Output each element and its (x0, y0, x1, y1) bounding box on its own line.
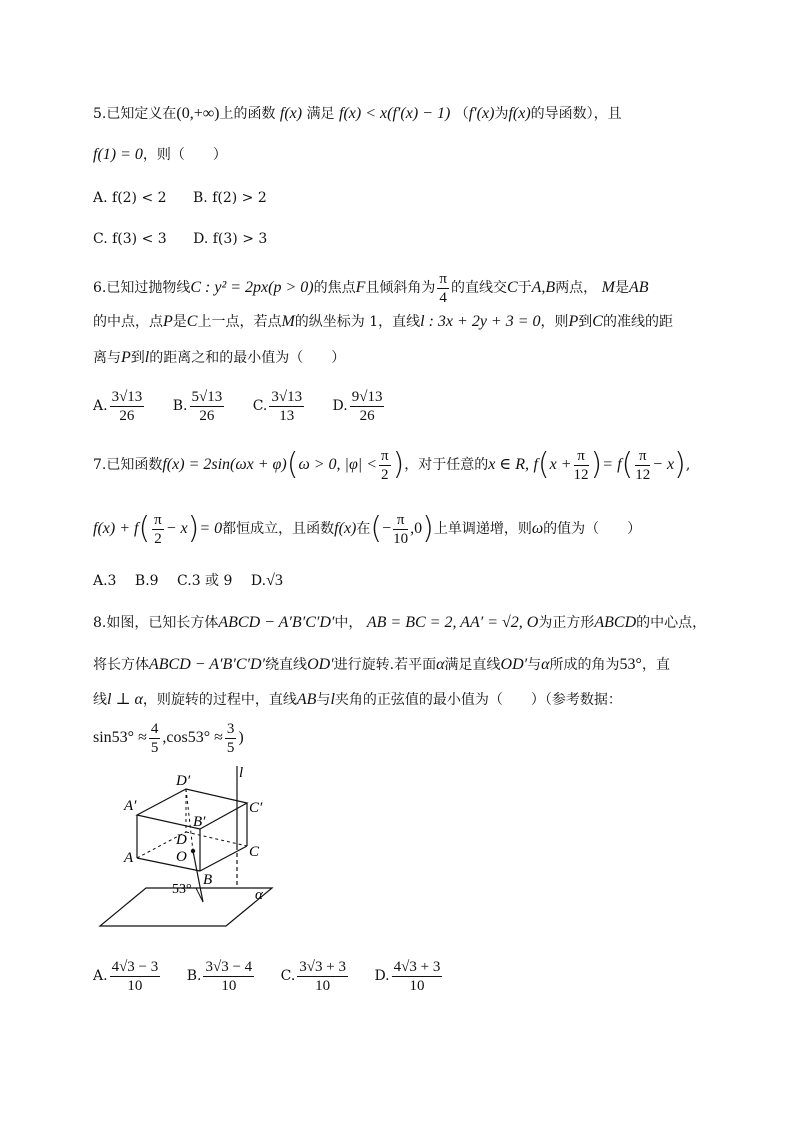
fraction-numerator: 3√3 − 4 (205, 958, 253, 975)
fraction-numerator: 3 (226, 720, 235, 737)
q6-math: l (144, 349, 150, 366)
q8-text: 与 (527, 657, 542, 673)
q8-text: 绕直线 (265, 657, 308, 673)
q6-math: P (163, 313, 173, 330)
q8-math: AB = BC = 2, AA′ = √2, O (366, 614, 539, 631)
q6-math: P (568, 313, 579, 330)
q6-math: C (186, 313, 198, 330)
q8-text: 夹角的正弦值的最小值为（ ）（参考数据： (334, 692, 622, 708)
fraction-numerator: 4 (150, 720, 159, 737)
box-edge (137, 858, 200, 871)
q7-text: 在 (356, 521, 371, 537)
q7-text: 上单调递增，则 (433, 521, 532, 537)
box-edge (200, 846, 247, 871)
q7-text: 7.已知函数 (93, 457, 163, 473)
q8-math: ABCD − A′B′C′D′ (218, 614, 335, 631)
q6-text: 的直线交 (450, 280, 507, 296)
q8-math: ,cos53° ≈ (162, 729, 223, 746)
fraction-denominator: 10 (393, 530, 409, 547)
q7-option-a[interactable]: A.3 (93, 573, 117, 589)
q5-text: 5.已知定义在 (93, 106, 177, 122)
q8-text: 线 (93, 692, 107, 708)
fraction-numerator: π (393, 511, 408, 530)
q8-math: OD′ (500, 656, 528, 673)
q6-text: 且倾斜角为 (365, 280, 436, 296)
q5-math: f(1) = 0 (93, 146, 143, 163)
fraction-denominator: 26 (199, 407, 215, 424)
q6-text: 6.已知过抛物线 (93, 280, 191, 296)
box-top-face (137, 789, 247, 829)
fraction-denominator: 10 (127, 977, 143, 994)
option-label: D. (332, 398, 348, 414)
q8-text: 满足直线 (444, 657, 501, 673)
q5-option-d[interactable]: D. f(3) > 3 (193, 231, 268, 247)
q6-math: AB (628, 279, 649, 296)
q5-domain: (0,+∞) (176, 105, 220, 122)
q7-option-b[interactable]: B.9 (134, 573, 159, 589)
q8-text: 进行旋转.若平面 (333, 657, 437, 673)
q6-math: l : 3x + 2y + 3 = 0 (420, 313, 541, 330)
q5-text: 满足 (306, 106, 335, 122)
option-value: √3 (266, 572, 283, 589)
label-d-prime: D′ (176, 773, 191, 789)
q5-text: 的导函数），且 (530, 106, 622, 122)
option-label: A. (93, 398, 108, 414)
option-label: D. (374, 968, 390, 984)
q8-text: 与 (316, 692, 331, 708)
fraction-denominator: 12 (635, 466, 651, 483)
q7-math: ,0 (410, 520, 423, 537)
q8-text: 8.如图，已知长方体 (93, 615, 219, 631)
q6-math: M (601, 279, 615, 296)
q7-line2: f(x) + f( $\frac{\pi}{2}$ − x)= 0都恒成立，且函数f(x)在(− $\frac{\pi}{10}$ ,0)上单调递增，则ω的值为（ ） (93, 511, 642, 547)
q8-option-a[interactable] (93, 958, 162, 994)
q5-text: （ (454, 106, 469, 122)
point-o (191, 849, 195, 853)
fraction-denominator: 2 (381, 466, 389, 483)
q6-text: 到 (578, 314, 593, 330)
q5-math: f′(x) (468, 105, 495, 122)
label-c: C (249, 844, 260, 860)
q8-text: 的中心点， (636, 615, 707, 631)
q7-math: − x (652, 456, 675, 473)
q7-math: ω (531, 520, 544, 537)
q5-math: f(x) (279, 105, 303, 122)
option-label: A. (93, 968, 108, 984)
q8-option-b[interactable] (186, 958, 256, 994)
q8-text: ，直 (641, 657, 670, 673)
q6-text: 是 (614, 280, 629, 296)
label-angle: 53° (172, 882, 192, 897)
q8-option-d[interactable] (374, 958, 444, 994)
q8-text: 中， (334, 615, 363, 631)
q7-math: = 0 (199, 520, 223, 537)
q6-text: 的距离之和的最小值为（ ） (149, 350, 346, 366)
fraction-denominator: 10 (315, 977, 331, 994)
q6-text: 到 (130, 350, 145, 366)
fraction-denominator: 26 (359, 407, 375, 424)
q8-text: 将长方体 (93, 657, 149, 673)
label-a-prime: A′ (124, 798, 137, 814)
q6-text: 上一点，若点 (197, 314, 282, 330)
q7-math: − x (165, 520, 188, 537)
label-l: l (239, 765, 244, 781)
fraction-numerator: 5√13 (191, 388, 223, 405)
q7-line1: 7.已知函数f(x) = 2sin(ωx + φ)(ω > 0, |φ| < $\frac{\pi}{2}$ )，对于任意的x ∈ R, f(x + $\frac{\pi}{12}$ )= f( $\frac{\pi}{12}$ − x), (93, 447, 691, 483)
q6-text: 是 (172, 314, 187, 330)
q7-text: 的值为（ ） (543, 521, 642, 537)
fraction-numerator: π (439, 270, 447, 287)
q7-math: − (382, 520, 392, 537)
q8-math: l ⊥ α (107, 691, 143, 708)
fraction-denominator: 5 (150, 739, 159, 756)
q5-math: f(x) < x(f′(x) − 1) (339, 105, 451, 122)
q5-option-b[interactable]: B. f(2) > 2 (193, 190, 267, 206)
q8-math: l (330, 691, 335, 708)
q8-math: 53° (619, 656, 642, 673)
q6-text: 两点， (555, 280, 598, 296)
q6-text: 的纵坐标为 1，直线 (294, 314, 421, 330)
q7-option-c[interactable]: C.3 或 9 (177, 573, 233, 589)
fraction-denominator: 12 (573, 466, 589, 483)
option-label: C. (252, 398, 268, 414)
q6-math: C (592, 313, 603, 330)
fraction-numerator: π (154, 511, 162, 528)
q6-text: 的中点，点 (93, 314, 163, 330)
q8-text: 为正方形 (538, 615, 595, 631)
q8-options (93, 954, 466, 998)
fraction-denominator: 2 (154, 530, 162, 547)
q6-text: 离与 (93, 350, 121, 366)
fraction-numerator: π (635, 447, 650, 466)
option-label: B. (186, 968, 202, 984)
q6-math: F (355, 279, 366, 296)
line-od-prime (186, 789, 193, 851)
label-b-prime: B′ (193, 814, 206, 830)
option-label: B. (172, 398, 188, 414)
q8-math: α (436, 656, 445, 673)
q7-math: f(x) + f (93, 520, 139, 537)
q8-text: 所成的角为 (549, 657, 620, 673)
q8-math: ) (238, 729, 244, 746)
label-a: A (124, 850, 134, 866)
q8-math: ABCD (594, 614, 637, 631)
fraction-denominator: 5 (226, 739, 235, 756)
q5-option-c[interactable]: C. f(3) < 3 (93, 231, 167, 247)
fraction-numerator: 3√13 (271, 388, 303, 405)
fraction-numerator: 3√13 (111, 388, 143, 405)
label-alpha: α (255, 887, 263, 903)
q6-text: ，则 (540, 314, 569, 330)
q7-text: 都恒成立，且函数 (222, 521, 335, 537)
q8-math: AB (296, 691, 317, 708)
q7-math: x ∈ R, (488, 456, 530, 473)
fraction-denominator: 10 (409, 977, 425, 994)
option-label: C. (280, 968, 296, 984)
label-o: O (176, 849, 187, 865)
q6-math: A,B (531, 279, 556, 296)
box-hidden-edge (186, 832, 247, 846)
q6-text: 于 (517, 280, 532, 296)
fraction-numerator: 4√3 − 3 (111, 958, 159, 975)
q7-text: ，对于任意的 (404, 457, 489, 473)
q7-math: f(x) = 2sin(ωx + φ) (162, 456, 287, 473)
q8-math: OD′ (307, 656, 334, 673)
q6-math: M (281, 313, 295, 330)
label-c-prime: C′ (249, 800, 263, 816)
q5-text: 为 (494, 106, 509, 122)
label-b: B (203, 872, 213, 888)
q6-math: C (506, 279, 518, 296)
fraction-denominator: 26 (119, 407, 135, 424)
label-d: D (176, 832, 187, 848)
fraction-denominator: 13 (279, 407, 295, 424)
fraction-numerator: 4√3 + 3 (393, 958, 441, 975)
q5-option-a[interactable]: A. f(2) < 2 (93, 190, 167, 206)
q8-math: ABCD − A′B′C′D′ (149, 656, 266, 673)
fraction-numerator: π (381, 447, 389, 464)
q6-text: 的焦点 (313, 280, 356, 296)
q5-text: ，则（ ） (142, 147, 227, 163)
q5-text: 上的函数 (219, 106, 276, 122)
fraction-numerator: 3√3 + 3 (299, 958, 346, 975)
fraction-denominator: 10 (221, 977, 237, 994)
q7-math: f(x) (334, 520, 357, 537)
q8-math: sin53° ≈ (93, 729, 147, 746)
q6-math: C : y² = 2px(p > 0) (190, 279, 314, 296)
fraction-numerator: π (574, 447, 589, 466)
fraction-numerator: 9√13 (351, 388, 383, 405)
q6-math: P (121, 349, 131, 366)
q7-math: = f (602, 456, 622, 473)
option-label: D. (250, 573, 267, 589)
q8-math: α (541, 656, 550, 673)
q8-text: ，则旋转的过程中，直线 (142, 692, 297, 708)
q8-option-c[interactable] (280, 958, 350, 994)
q7-math: x + (549, 456, 572, 473)
q6-text: 的准线的距 (602, 314, 673, 330)
q7-math: ω > 0, |φ| < (298, 456, 377, 473)
q7-math: f (533, 456, 538, 473)
fraction-denominator: 4 (439, 289, 447, 306)
line-od-extended (193, 851, 203, 902)
q5-math: f(x) (508, 105, 531, 122)
